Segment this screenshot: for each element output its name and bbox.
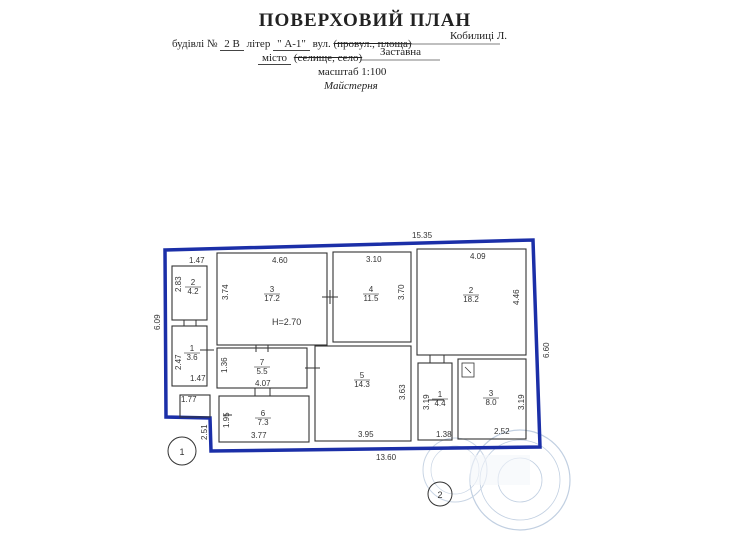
dim-room1-bottom: 1.38 — [436, 430, 452, 439]
dim-room4-top: 3.10 — [366, 255, 382, 264]
dim-bottom: 13.60 — [376, 453, 397, 462]
dim-room3-top: 4.60 — [272, 256, 288, 265]
dim-porch: 2.51 — [200, 424, 209, 440]
dim-room6-bottom: 3.77 — [251, 431, 267, 440]
street-struck: (провул., площа) — [333, 38, 412, 50]
dim-room2s-side: 2.83 — [174, 276, 183, 292]
dim-room7-side: 1.36 — [220, 357, 229, 373]
dim-room3b-bottom: 2.52 — [494, 427, 510, 436]
dim-room3-side: 3.74 — [221, 284, 230, 300]
dim-room4-side: 3.70 — [397, 284, 406, 300]
building-label: будівлі — [172, 38, 205, 50]
dim-left: 6.09 — [153, 314, 162, 330]
dim-room1s-side: 2.47 — [174, 354, 183, 370]
room-3b-area: 8.0 — [485, 398, 497, 407]
dim-room5-side: 3.63 — [398, 384, 407, 400]
dim-top: 15.35 — [412, 231, 433, 240]
stamp — [423, 430, 570, 530]
dim-small-mid: 1.47 — [190, 374, 206, 383]
room-1-num: 1 — [437, 390, 443, 399]
room-5-area: 14.3 — [354, 380, 370, 389]
dim-small-low: 1.77 — [181, 395, 197, 404]
room-2-area: 18.2 — [463, 295, 479, 304]
marker-1-label: 1 — [179, 447, 185, 457]
room-7-area: 5.5 — [256, 367, 268, 376]
street-value: Кобилиці Л. — [450, 30, 508, 42]
room-4-area: 11.5 — [363, 294, 379, 303]
dim-room7-bottom: 4.07 — [255, 379, 271, 388]
room-2s-num: 2 — [190, 278, 196, 287]
room-3-num: 3 — [269, 285, 275, 294]
room-2-num: 2 — [468, 286, 474, 295]
dim-room6-side: 1.95 — [222, 412, 231, 428]
city-label: місто — [258, 52, 291, 65]
dim-small-top: 1.47 — [189, 256, 205, 265]
room-3b-num: 3 — [488, 389, 494, 398]
dim-right: 6.60 — [542, 342, 551, 358]
city-value: Заставна — [380, 46, 422, 58]
room-1s-area: 3.6 — [186, 353, 198, 362]
room-2s-area: 4.2 — [187, 287, 199, 296]
scale-text: масштаб 1:100 — [318, 66, 387, 78]
liter-value: " А-1" — [273, 38, 310, 51]
room-6-num: 6 — [260, 409, 266, 418]
city-struck: (селище, село) — [293, 52, 363, 64]
purpose-text: Майстерня — [324, 80, 378, 92]
dim-room5-bottom: 3.95 — [358, 430, 374, 439]
dim-room3b-side: 3.19 — [517, 394, 526, 410]
page-title: ПОВЕРХОВИЙ ПЛАН — [258, 10, 472, 31]
room-1s-num: 1 — [189, 344, 195, 353]
dim-room1-side: 3.19 — [422, 394, 431, 410]
dim-room2-top: 4.09 — [470, 252, 486, 261]
marker-2-label: 2 — [437, 490, 443, 500]
ceiling-height: H=2.70 — [272, 317, 302, 327]
room-1-area: 4.4 — [434, 399, 446, 408]
building-number: 2 В — [220, 38, 244, 51]
number-sign: № — [206, 38, 218, 50]
room-7-num: 7 — [259, 358, 265, 367]
room-3-area: 17.2 — [264, 294, 280, 303]
room-4-num: 4 — [368, 285, 374, 294]
dim-room2-side: 4.46 — [512, 289, 521, 305]
room-6-area: 7.3 — [257, 418, 269, 427]
street-label: вул. — [312, 38, 331, 50]
liter-label: літер — [246, 38, 271, 50]
room-5-walls — [315, 346, 411, 441]
room-5-num: 5 — [359, 371, 365, 380]
